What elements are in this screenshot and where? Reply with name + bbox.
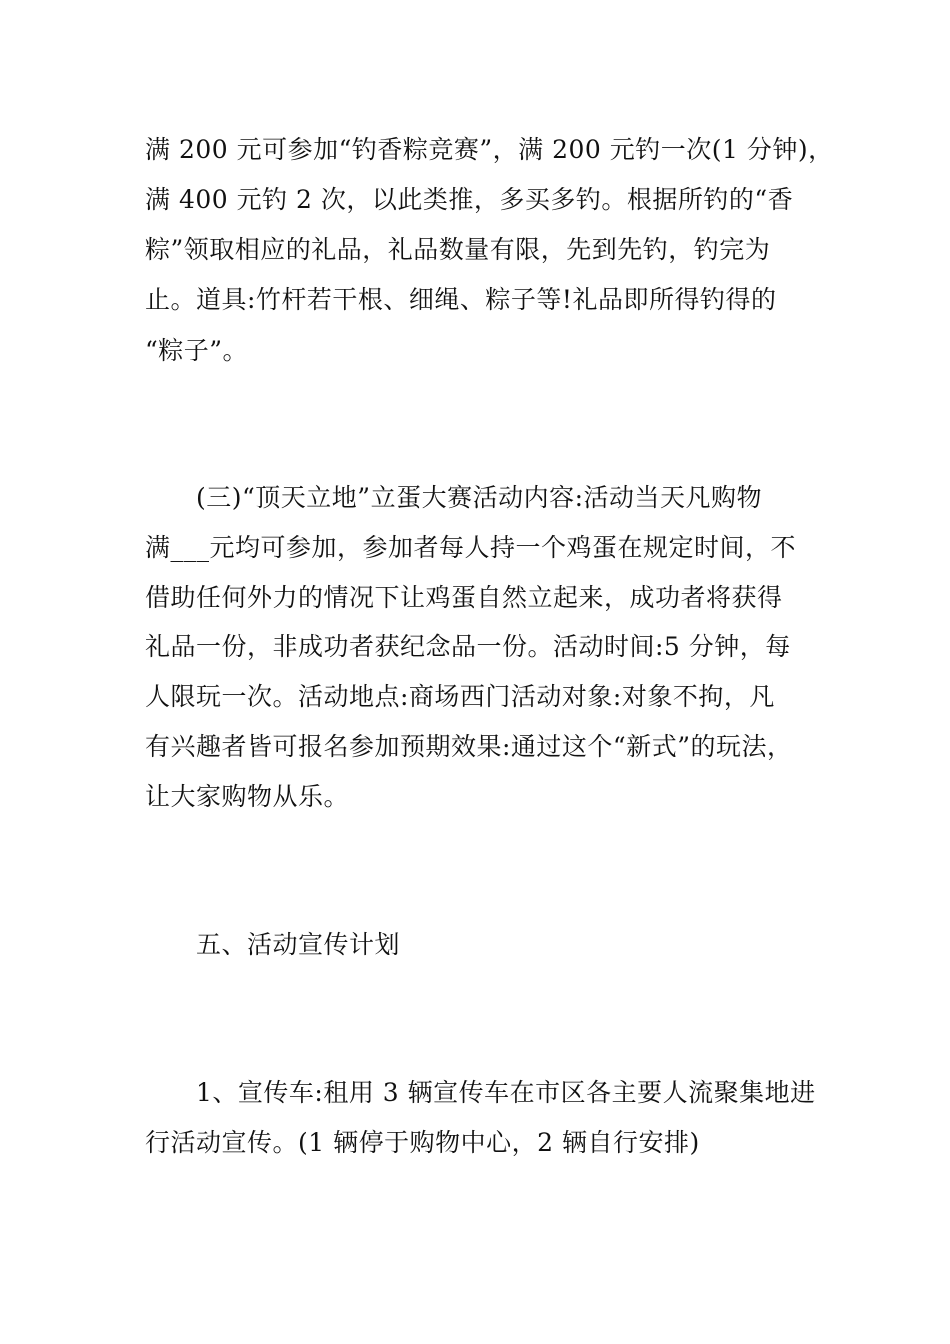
text-line: 满___元均可参加，参加者每人持一个鸡蛋在规定时间，不 — [145, 533, 797, 562]
text-line: “粽子”。 — [145, 336, 249, 365]
text-line: 满 400 元钓 2 次，以此类推，多买多钓。根据所钓的“香 — [145, 185, 794, 214]
section-heading: 五、活动宣传计划 — [196, 930, 401, 959]
text-line: 让大家购物从乐。 — [145, 782, 350, 811]
text-line: 人限玩一次。活动地点:商场西门活动对象:对象不拘，凡 — [145, 682, 775, 711]
text-line: 止。道具:竹杆若干根、细绳、粽子等!礼品即所得钓得的 — [145, 285, 777, 314]
text-line: 有兴趣者皆可报名参加预期效果:通过这个“新式”的玩法， — [145, 732, 793, 761]
text-line: 礼品一份，非成功者获纪念品一份。活动时间:5 分钟，每 — [145, 632, 791, 661]
text-line: 行活动宣传。(1 辆停于购物中心，2 辆自行安排) — [145, 1128, 700, 1157]
text-line: 借助任何外力的情况下让鸡蛋自然立起来，成功者将获得 — [145, 583, 783, 612]
text-line: 粽”领取相应的礼品，礼品数量有限，先到先钓，钓完为 — [145, 235, 771, 264]
text-line: (三)“顶天立地”立蛋大赛活动内容:活动当天凡购物 — [196, 483, 762, 512]
text-line: 1、宣传车:租用 3 辆宣传车在市区各主要人流聚集地进 — [196, 1078, 816, 1107]
text-line: 满 200 元可参加“钓香粽竞赛”，满 200 元钓一次(1 分钟)， — [145, 135, 834, 164]
